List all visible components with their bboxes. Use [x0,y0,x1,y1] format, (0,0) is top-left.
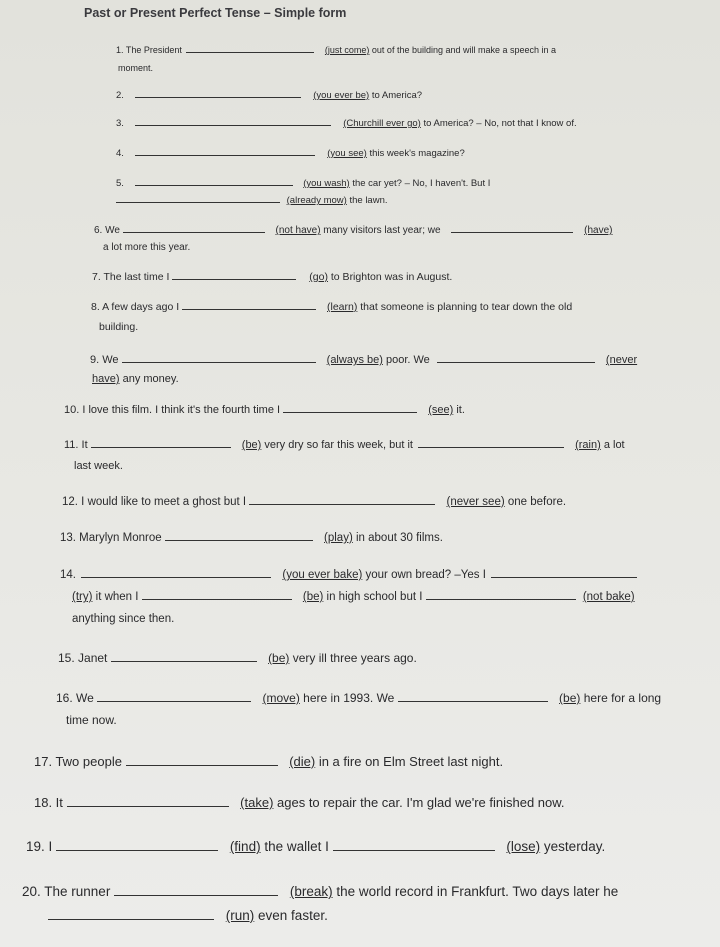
item-text: 3. [116,118,124,129]
exercise-item-9 [90,355,637,366]
item-text: very ill three years ago. [289,651,417,665]
answer-blank[interactable] [116,201,280,203]
verb-prompt: (go) [309,271,328,283]
answer-blank[interactable] [97,700,251,702]
item-continuation: time now. [66,713,117,727]
verb-prompt: (you wash) [303,178,350,189]
exercise-item-5 [116,179,490,189]
item-text: your own bread? –Yes I [362,569,486,581]
verb-prompt: (never see) [446,496,505,508]
exercise-item-17 [34,755,503,768]
item-continuation: anything since then. [72,613,175,625]
item-text: 12. I would like to meet a ghost but I [62,496,247,508]
item-text: in high school but I [323,591,423,603]
item-text: 11. It [64,439,88,451]
item-text: 13. Marylyn Monroe [60,532,162,544]
answer-blank[interactable] [126,764,278,766]
item-text: 16. We [56,691,94,705]
exercise-item-1 [116,46,556,55]
answer-blank[interactable] [81,576,271,578]
item-text: the car yet? – No, I haven't. But I [349,178,491,189]
answer-blank[interactable] [56,849,218,851]
item-text: out of the building and will make a speech in a [369,45,557,55]
answer-blank[interactable] [48,918,214,920]
exercise-item-10 [64,405,465,416]
verb-prompt: (be) [302,591,324,603]
item-continuation [116,196,388,206]
answer-blank[interactable] [135,96,301,98]
item-text: to America? – No, not that I know of. [420,118,577,129]
item-text: the wallet I [260,839,329,854]
answer-blank[interactable] [398,700,548,702]
item-continuation: building. [99,321,139,333]
item-text: 4. [116,148,124,159]
item-text: in about 30 films. [352,532,443,544]
item-continuation [72,592,635,604]
item-text: to Brighton was in August. [327,271,453,283]
answer-blank[interactable] [333,849,495,851]
answer-blank[interactable] [491,576,637,578]
exercise-item-16 [56,692,661,704]
answer-blank[interactable] [182,308,316,310]
answer-blank[interactable] [418,446,564,448]
answer-blank[interactable] [67,805,229,807]
verb-prompt: (not bake) [582,591,635,603]
verb-prompt: (not have) [275,225,321,236]
exercise-item-11 [64,440,625,451]
item-text: 6. We [94,225,120,236]
verb-prompt: (be) [559,691,581,705]
exercise-item-19 [26,840,605,854]
answer-blank[interactable] [123,231,265,233]
item-text: 9. We [90,354,119,366]
verb-prompt: (run) [225,908,255,923]
answer-blank[interactable] [249,503,435,505]
item-text: here in 1993. We [299,691,395,705]
item-text: 20. The runner [22,884,111,899]
item-text: one before. [504,496,567,508]
answer-blank[interactable] [135,184,293,186]
verb-prompt: (try) [72,591,93,603]
verb-prompt: (be) [268,651,290,665]
item-continuation [92,374,179,385]
exercise-item-13 [60,533,443,545]
item-text: 1. The President [116,45,182,55]
item-text: 14. [60,569,76,581]
verb-prompt: (play) [324,532,353,544]
item-text: even faster. [254,908,328,923]
exercise-item-15 [58,652,417,664]
verb-prompt: (you ever bake) [282,569,363,581]
item-continuation [48,909,328,923]
item-text: a lot [600,439,625,451]
answer-blank[interactable] [135,154,315,156]
item-text: it when I [92,591,139,603]
answer-blank[interactable] [122,361,316,363]
item-text: 19. I [26,839,53,854]
item-text: in a fire on Elm Street last night. [315,754,504,769]
exercise-item-8 [91,302,572,313]
item-text: 17. Two people [34,754,122,769]
verb-prompt: (find) [229,839,261,854]
item-text: 15. Janet [58,651,108,665]
answer-blank[interactable] [135,124,331,126]
verb-prompt: (lose) [506,839,541,854]
item-text: it. [453,404,465,416]
exercise-item-18 [34,796,565,809]
item-continuation: last week. [74,460,123,472]
exercise-item-3 [116,119,577,129]
exercise-item-14 [60,570,637,582]
item-continuation: moment. [118,63,154,73]
exercise-item-20 [22,885,618,899]
item-text: 8. A few days ago I [91,301,180,313]
verb-prompt: (take) [240,795,274,810]
item-text: to America? [369,90,423,101]
verb-prompt: (see) [428,404,454,416]
item-text: here for a long [580,691,662,705]
item-text: many visitors last year; we [320,225,441,236]
item-text: 10. I love this film. I think it's the fourth time I [64,404,281,416]
item-text: yesterday. [540,839,606,854]
item-text: the world record in Frankfurt. Two days later he [332,884,619,899]
verb-prompt: (already mow) [286,195,347,206]
answer-blank[interactable] [165,539,313,541]
verb-prompt: (rain) [575,439,601,451]
exercise-item-4 [116,149,465,159]
item-text: 18. It [34,795,63,810]
item-text: ages to repair the car. I'm glad we're finished now. [273,795,565,810]
item-text: 2. [116,90,124,101]
worksheet-title: Past or Present Perfect Tense – Simple form [84,6,347,20]
item-text: that someone is planning to tear down the old [357,301,573,313]
item-text: any money. [119,373,179,385]
answer-blank[interactable] [451,231,573,233]
item-continuation: a lot more this year. [103,242,191,253]
verb-prompt: (have) [584,225,613,236]
verb-prompt: (you ever be) [313,90,370,101]
item-text: poor. We [382,354,430,366]
verb-prompt: (never [605,354,638,366]
verb-prompt: have) [92,373,120,385]
answer-blank[interactable] [186,51,314,53]
answer-blank[interactable] [111,660,257,662]
answer-blank[interactable] [283,411,417,413]
answer-blank[interactable] [437,361,595,363]
verb-prompt: (die) [289,754,316,769]
item-text: 5. [116,178,124,189]
answer-blank[interactable] [142,598,292,600]
answer-blank[interactable] [172,278,296,280]
exercise-item-7 [92,272,452,283]
answer-blank[interactable] [91,446,231,448]
verb-prompt: (just come) [324,45,370,55]
verb-prompt: (be) [241,439,262,451]
answer-blank[interactable] [114,894,278,896]
item-text: the lawn. [346,195,388,206]
verb-prompt: (move) [262,691,300,705]
item-text: this week's magazine? [366,148,465,159]
exercise-item-6 [94,226,613,236]
exercise-item-12 [62,497,566,509]
verb-prompt: (always be) [326,354,383,366]
item-text: very dry so far this week, but it [261,439,413,451]
item-text: 7. The last time I [92,271,170,283]
verb-prompt: (break) [289,884,333,899]
exercise-item-2 [116,91,422,101]
verb-prompt: (Churchill ever go) [343,118,421,129]
verb-prompt: (you see) [327,148,367,159]
verb-prompt: (learn) [327,301,358,313]
answer-blank[interactable] [426,598,576,600]
